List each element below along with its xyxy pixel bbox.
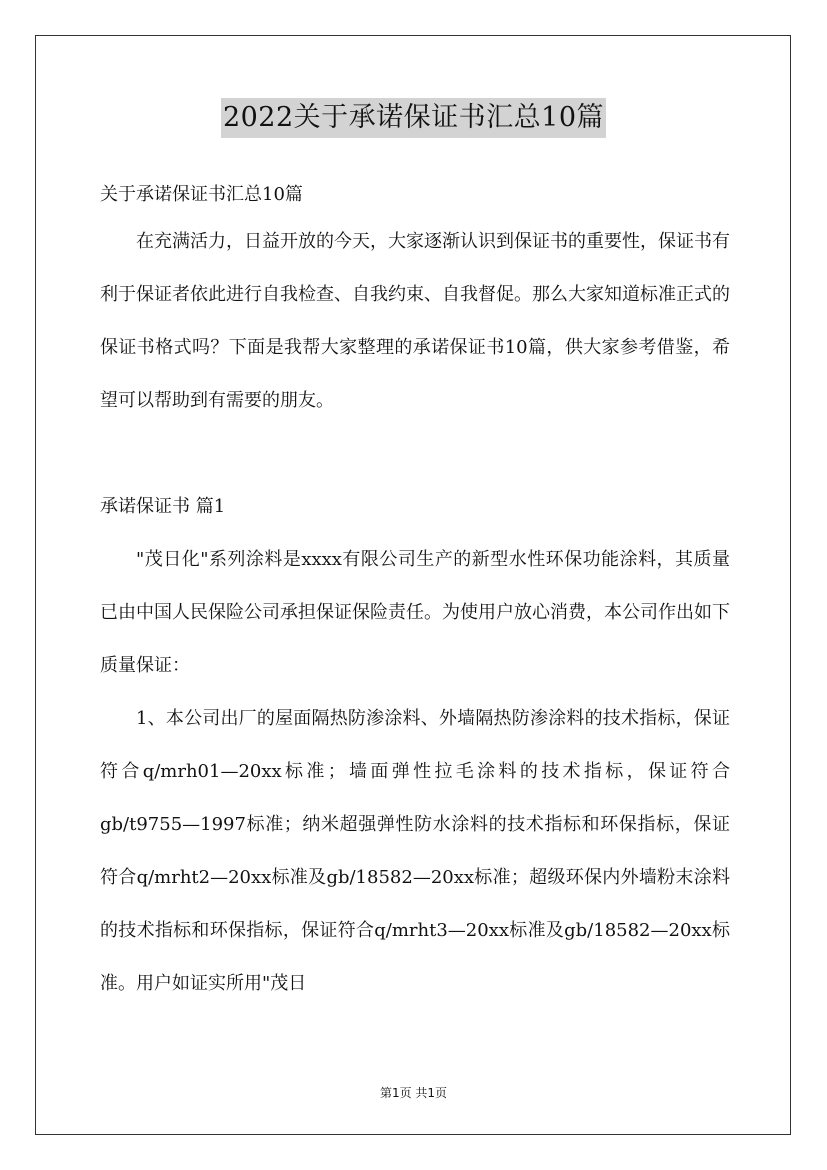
document-subtitle: 关于承诺保证书汇总10篇 [100,184,303,205]
section-heading: 承诺保证书 篇1 [100,496,226,517]
document-body [100,175,730,1010]
body-paragraph: "茂日化"系列涂料是xxxx有限公司生产的新型水性环保功能涂料，其质量已由中国人民保险公司承担保证保险责任。为使用户放心消费，本公司作出如下质量保证： [100,549,730,676]
intro-paragraph: 在充满活力，日益开放的今天，大家逐渐认识到保证书的重要性，保证书有利于保证者依此进行自我检查、自我约束、自我督促。那么大家知道标准正式的保证书格式吗？下面是我帮大家整理的承诺保证书10篇，供大家参考借鉴，希望可以帮助到有需要的朋友。 [100,231,730,411]
document-title: 2022关于承诺保证书汇总10篇 [221,98,606,138]
title-wrap [0,98,827,138]
paragraph-gap [100,427,730,480]
page-footer: 第1页 共1页 [379,1086,448,1100]
body-paragraph: 1、本公司出厂的屋面隔热防渗涂料、外墙隔热防渗涂料的技术指标，保证符合q/mrh01—20xx标准；墙面弹性拉毛涂料的技术指标，保证符合gb/t9755—1997标准；纳米超强弹性防水涂料的技术指标和环保指标，保证符合q/mrht2—20xx标准及gb/18582—20xx标准；超级环保内外墙粉末涂料的技术指标和环保指标，保证符合q/mrht3—20xx标准及gb/18582—20xx标准。用户如证实所用"茂日 [100,708,730,994]
